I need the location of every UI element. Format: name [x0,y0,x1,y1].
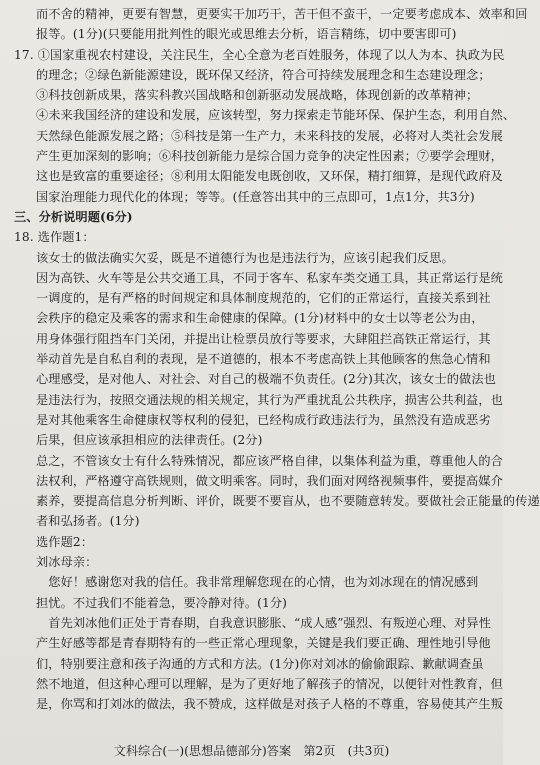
text-line: 担忧。不过我们不能着急，要冷静对待。(1分) [36,595,288,610]
text-line: 而不舍的精神，更要有智慧，更要实干加巧干，苦干但不蛮干，一定要考虑成本、效率和回 [36,7,528,21]
text-line: 一调度的，是有严格的时间规定和具体制度规范的，它们的正常运行，直接关系到社 [36,291,491,306]
text-line: 17. ①国家重视农村建设，关注民生，全心全意为老百姓服务，体现了以人为本、执政为民 [14,47,505,62]
text-line: 您好！感谢您对我的信任。我非常理解您现在的心情，也为刘冰现在的情况感到 [36,575,479,590]
text-line: 刘冰母亲： [36,555,98,570]
text-line: 是，你骂和打刘冰的做法，我不赞成，这样做是对孩子人格的不尊重，容易使其产生叛 [36,697,503,712]
text-line: 产生好感等都是青春期特有的一些正常心理现象，关键是我们要正确、理性地引导他 [36,636,491,651]
text-line: 后果，但应该承担相应的法律责任。(2分) [36,433,263,448]
text-line: 素养，要提高信息分析判断、评价，既要不要盲从，也不要随意转发。要做社会正能量的传递 [36,494,540,509]
text-line: 总之，不管该女士有什么特殊情况，都应该严格自律，以集体利益为重，尊重他人的合 [36,453,503,468]
text-line: 然不地道，但这种心理可以理解，是为了更好地了解孩子的情况，以便针对性教育，但 [36,676,503,691]
text-line: 者和弘扬者。(1分) [36,514,140,529]
page-footer: 文科综合(一)(思想品德部分)答案 第2页 (共3页) [113,744,390,758]
text-line: 该女士的做法确实欠妥，既是不道德行为也是违法行为，应该引起我们反思。 [36,250,454,265]
text-line: 法权利，严格遵守高铁规则，做文明乘客。同时，我们面对网络视频事件，要提高媒介 [36,473,503,488]
text-line: 三、分析说明题(6分) [14,209,133,224]
text-line: 报等。(1分)(只要能用批判性的眼光或思维去分析，语言精练，切中要害即可) [36,27,457,42]
text-line: 这也是致富的重要途径；⑧利用太阳能发电既创收，又环保，精打细算，是现代政府及 [36,169,503,184]
text-line: 因为高铁、火车等是公共交通工具，不同于客车、私家车类交通工具，其正常运行是统 [36,270,503,285]
answer-text-body [14,4,540,714]
text-line: 是违法行为，按照交通法规的相关规定，其行为严重扰乱公共秩序，损害公共利益，也 [36,392,503,407]
text-line: 举动首先是自私自利的表现，是不道德的，根本不考虑高铁上其他顾客的焦急心情和 [36,352,491,367]
text-line: 国家治理能力现代化的体现；等等。(任意答出其中的三点即可，1点1分，共3分) [36,189,475,204]
text-line: 的理念；②绿色新能源建设，既环保又经济，符合可持续发展理念和生态建设理念； [36,67,491,82]
text-line: 天然绿色能源发展之路；⑤科技是第一生产力，未来科技的发展，必将对人类社会发展 [36,128,503,143]
text-line: 们，特别要注意和孩子沟通的方式和方法。(1分)你对刘冰的偷偷跟踪、歉献调查虽 [36,656,484,671]
text-line: 首先刘冰他们正处于青春期，自我意识膨胀、“成人感”强烈、有叛逆心理、对异性 [36,615,492,630]
text-line: 产生更加深刻的影响；⑥科技创新能力是综合国力竞争的决定性因素；⑦要学会理财， [36,149,503,164]
text-line: 用身体强行阻挡车门关闭，并提出让检票员放行等要求，大肆阻拦高铁正常运行，其 [36,331,491,346]
text-line: ④未来我国经济的建设和发展，应该转型，努力探索走节能环保、保护生态，利用自然、 [36,108,516,123]
text-line: 18. 选作题1： [14,230,95,245]
text-line: ③科技创新成果，落实科教兴国战略和创新驱动发展战略，体现创新的改革精神； [36,88,479,103]
text-line: 会秩序的稳定及乘客的需求和生命健康的保障。(1分)材料中的女士以等老公为由， [36,311,484,326]
text-line: 是对其他乘客生命健康权等权利的侵犯，已经构成行政违法行为，虽然没有造成恶劣 [36,412,491,427]
text-line: 选作题2： [36,534,94,549]
text-line: 心理感受，是对他人、对社会、对自己的极端不负责任。(2分)其次，该女士的做法也 [36,372,496,387]
